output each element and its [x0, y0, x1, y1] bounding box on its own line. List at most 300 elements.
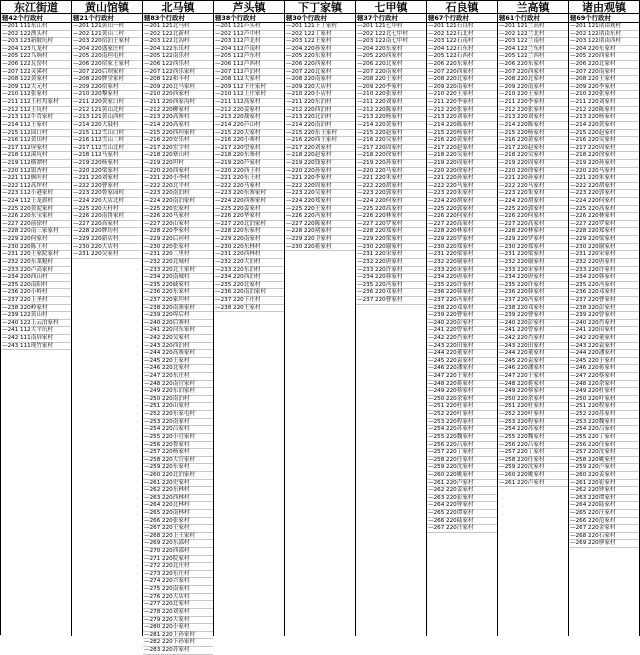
- village-row: —220 220徐家村: [498, 168, 568, 176]
- village-row: —247 220蔡家村: [569, 373, 639, 381]
- village-row: —245 220王家村: [143, 358, 213, 366]
- village-row: —221 220朱家村: [356, 175, 426, 183]
- village-row: —203 112芦北村: [214, 38, 284, 46]
- village-row: —210 220王家村: [498, 91, 568, 99]
- village-row: —245 220袁家村: [427, 358, 497, 366]
- village-row: —237 220下庄村: [214, 297, 284, 305]
- village-row: —212 121黄山北村: [72, 107, 142, 115]
- village-row: —227 220高家村: [427, 221, 497, 229]
- village-row: —217 112雪山北村: [72, 145, 142, 153]
- village-row: —208 220北家村: [427, 76, 497, 84]
- village-row: —209 220北马家村: [143, 84, 213, 92]
- village-row: —230 220郑家村: [498, 244, 568, 252]
- village-row: —229 220梁家村: [356, 236, 426, 244]
- village-row: —278 220刘家村: [143, 609, 213, 617]
- village-row: —206 220西家村: [285, 61, 355, 69]
- village-row: —225 220天村村: [72, 206, 142, 214]
- village-row: —226 220南鲁家村: [72, 213, 142, 221]
- village-row: —237 220冯家村: [498, 297, 568, 305]
- village-row: —273 220东庄村: [143, 571, 213, 579]
- town-name: 黄山馆镇: [72, 1, 142, 14]
- village-row: —223 220郭家村: [356, 190, 426, 198]
- village-row: —264 220陆家村: [569, 502, 639, 510]
- village-row: —215 112雪山口村: [72, 130, 142, 138]
- village-row: —219 220坦村: [143, 160, 213, 168]
- village-row: —248 220蒋家村: [427, 381, 497, 389]
- village-list: [285, 23, 355, 636]
- village-row: —258 220任家村: [427, 457, 497, 465]
- village-row: —225 220宏家村: [143, 206, 213, 214]
- village-row: —261 220史家村: [143, 480, 213, 488]
- village-row: —240 220彭家村: [427, 320, 497, 328]
- village-row: —221 220孙家村: [498, 175, 568, 183]
- village-row: —222 220周家村: [285, 183, 355, 191]
- village-row: —231 220西林村: [214, 251, 284, 259]
- village-row: —218 220吴家村: [498, 152, 568, 160]
- village-row: —207 220北家村: [285, 69, 355, 77]
- village-row: —235 220许家村: [427, 282, 497, 290]
- village-row: —217 220望家村: [214, 145, 284, 153]
- village-row: —214 220芦山村: [214, 122, 284, 130]
- village-row: —230 220蒋家村: [285, 244, 355, 252]
- village-row: —212 220西泊村: [285, 107, 355, 115]
- village-row: —227 220高家村: [498, 221, 568, 229]
- village-row: —204 220孙家村: [285, 46, 355, 54]
- town-name: 下丁家镇: [285, 1, 355, 14]
- village-row: —255 220魏家村: [498, 434, 568, 442]
- village-row: —247 220于家村: [427, 373, 497, 381]
- village-count: 辖37个行政村: [356, 14, 426, 23]
- village-row: —225 220郭家村: [427, 206, 497, 214]
- village-row: —233 220宋家村: [498, 267, 568, 275]
- village-row: —243 220田家村: [498, 343, 568, 351]
- village-row: —218 220徐家村: [569, 152, 639, 160]
- village-row: —202 122兰北村: [498, 31, 568, 39]
- village-row: —235 220北家村: [214, 282, 284, 290]
- village-count: 辖30个行政村: [285, 14, 355, 23]
- village-row: —228 220牌坊村: [72, 228, 142, 236]
- village-row: —233 220卢高家村: [1, 267, 71, 275]
- village-row: —249 220杜家村: [569, 388, 639, 396]
- village-row: —207 220西家村: [498, 69, 568, 77]
- village-row: —204 112芦南村: [214, 46, 284, 54]
- village-row: —228 220南三家家村: [1, 228, 71, 236]
- village-row: —254 220吕家村: [143, 426, 213, 434]
- village-row: —213 112牛背家村: [1, 114, 71, 122]
- village-row: —223 220郭家村: [569, 190, 639, 198]
- village-row: —212 220陈家村: [569, 107, 639, 115]
- village-row: —220 220马家村: [356, 168, 426, 176]
- village-row: —207 220西家村: [427, 69, 497, 77]
- village-row: —249 220蔡家村: [498, 388, 568, 396]
- village-row: —235 220戚家村: [143, 282, 213, 290]
- village-count: 辖67个行政村: [427, 14, 497, 23]
- village-row: —219 220周家村: [498, 160, 568, 168]
- village-row: —213 220刘家村: [498, 114, 568, 122]
- village-row: —233 220北王家村: [143, 267, 213, 275]
- town-name: 东江街道: [1, 1, 71, 14]
- village-row: —224 220胡家村: [498, 198, 568, 206]
- village-row: —210 220西家村: [143, 91, 213, 99]
- village-row: —224 220何家村: [356, 198, 426, 206]
- village-row: —254 220苏家村: [427, 426, 497, 434]
- village-row: —206 220东家村: [427, 61, 497, 69]
- village-row: —263 220谭家村: [569, 495, 639, 503]
- village-row: —211 220李家村: [427, 99, 497, 107]
- village-row: —246 220潘家村: [498, 365, 568, 373]
- village-row: —222 220曹家村: [72, 183, 142, 191]
- village-row: —214 220陈家村: [498, 122, 568, 130]
- town-column: [569, 1, 640, 636]
- village-row: —247 220于家村: [498, 373, 568, 381]
- village-row: —245 220于家村: [569, 358, 639, 366]
- town-column: [143, 1, 214, 653]
- village-row: —222 220马家村: [427, 183, 497, 191]
- village-row: —214 220大鼓村: [72, 122, 142, 130]
- village-row: —217 220赵家村: [498, 145, 568, 153]
- village-row: —227 220前徐村: [1, 221, 71, 229]
- village-row: —208 122和丰村: [143, 76, 213, 84]
- village-list: [143, 23, 213, 655]
- village-row: —240 220后寨村: [143, 320, 213, 328]
- village-row: —204 123九龙村: [1, 46, 71, 54]
- village-row: —222 112高坪村: [1, 183, 71, 191]
- village-row: —268 220石家村: [569, 533, 639, 541]
- village-row: —216 220吴家村: [569, 137, 639, 145]
- village-row: —264 220钟家村: [427, 502, 497, 510]
- village-row: —236 220邓家村: [356, 289, 426, 297]
- village-row: —248 220蒋家村: [498, 381, 568, 389]
- village-row: —263 220崔家村: [427, 495, 497, 503]
- village-row: —258 220任家村: [498, 457, 568, 465]
- village-row: —243 220西泊村: [143, 343, 213, 351]
- village-row: —250 220余家村: [498, 396, 568, 404]
- village-row: —201 121黄山一村: [72, 23, 142, 31]
- village-row: —221 220李家村: [285, 175, 355, 183]
- village-row: —226 220华家村: [214, 213, 284, 221]
- village-row: —221 220刘家村: [72, 175, 142, 183]
- village-row: —252 220叶家村: [498, 411, 568, 419]
- village-row: —225 220郭家村: [498, 206, 568, 214]
- village-row: —224 220郑家村: [285, 198, 355, 206]
- village-row: —211 220黄家口村: [72, 99, 142, 107]
- village-row: —225 220姜家村: [214, 206, 284, 214]
- village-row: —261 220卢家村: [498, 480, 568, 488]
- village-row: —230 220大店村: [72, 244, 142, 252]
- village-row: —206 112芦西村: [214, 61, 284, 69]
- village-row: —232 220唐家村: [356, 259, 426, 267]
- village-row: —231 220梁家村: [498, 251, 568, 259]
- village-row: —205 220东家村: [285, 53, 355, 61]
- village-row: —253 220程家村: [498, 419, 568, 427]
- village-row: —229 220卫家村: [285, 236, 355, 244]
- village-row: —218 220赵家村: [285, 152, 355, 160]
- village-row: —204 220盛家庄村: [72, 46, 142, 54]
- village-row: —223 220吴家村: [285, 190, 355, 198]
- village-row: —211 112王杜坞家村: [1, 99, 71, 107]
- village-row: —213 220战家村: [214, 114, 284, 122]
- village-row: —207 122灵溪村: [1, 69, 71, 77]
- village-row: —222 220马家村: [498, 183, 568, 191]
- village-row: —211 220刘家村: [569, 99, 639, 107]
- village-row: —219 220孙家村: [356, 160, 426, 168]
- village-row: —208 112大家村: [214, 76, 284, 84]
- village-row: —212 220张家村: [498, 107, 568, 115]
- village-row: —256 220鲁家村: [143, 442, 213, 450]
- village-row: —216 220黄家村: [427, 137, 497, 145]
- village-row: —208 220王家村: [356, 76, 426, 84]
- village-row: —265 220谭家村: [427, 510, 497, 518]
- village-row: —230 220张家村: [143, 244, 213, 252]
- village-row: —269 220东邵村: [143, 540, 213, 548]
- village-row: —201 121芦头村: [214, 23, 284, 31]
- village-row: —207 220南家村: [569, 69, 639, 77]
- village-row: —213 220杨家村: [569, 114, 639, 122]
- village-row: —222 220马家村: [214, 183, 284, 191]
- village-row: —218 220徐家村: [356, 152, 426, 160]
- village-row: —232 220谢家村: [427, 259, 497, 267]
- village-row: —249 220东泊家村: [143, 388, 213, 396]
- village-row: —274 220兴家村: [143, 578, 213, 586]
- village-row: —217 220周家村: [356, 145, 426, 153]
- village-row: —227 220高家村: [72, 221, 142, 229]
- village-row: —230 220陈王村: [1, 244, 71, 252]
- village-row: —259 220沈家村: [427, 464, 497, 472]
- village-row: —270 220西邵村: [143, 548, 213, 556]
- village-row: —207 220南家村: [356, 69, 426, 77]
- village-row: —233 220宋家村: [427, 267, 497, 275]
- village-row: —232 220唐家村: [569, 259, 639, 267]
- village-row: —225 220高家村: [569, 206, 639, 214]
- village-row: —216 112黄田村: [1, 137, 71, 145]
- village-row: —231 220二里村: [143, 251, 213, 259]
- village-row: —219 220钱家村: [285, 160, 355, 168]
- village-list: [214, 23, 284, 636]
- village-row: —201 121石良村: [427, 23, 497, 31]
- village-row: —234 220韩家村: [569, 274, 639, 282]
- village-row: —256 220任家村: [569, 442, 639, 450]
- village-row: —262 220钟家村: [569, 487, 639, 495]
- village-row: —223 220朱家村: [427, 190, 497, 198]
- village-row: —206 220北家村: [569, 61, 639, 69]
- village-row: —206 220宿家王家村: [72, 61, 142, 69]
- village-row: —223 112小港家村: [1, 190, 71, 198]
- village-row: —235 220南阳村: [1, 282, 71, 290]
- village-row: —261 220卢家村: [427, 480, 497, 488]
- village-row: —223 220东寨家村: [214, 190, 284, 198]
- village-row: —239 122黄山村: [1, 312, 71, 320]
- village-row: —242 220肖家村: [427, 335, 497, 343]
- village-row: —250 220南泊村: [143, 396, 213, 404]
- village-row: —203 123新陂坑村: [1, 38, 71, 46]
- village-row: —220 220西王村: [214, 168, 284, 176]
- village-row: —210 112上庄家村: [214, 91, 284, 99]
- village-row: —210 220小店村: [285, 91, 355, 99]
- village-list: [569, 23, 639, 636]
- village-row: —246 220潘家村: [427, 365, 497, 373]
- village-row: —202 122北新村: [143, 31, 213, 39]
- village-row: —209 220大店村: [285, 84, 355, 92]
- village-row: —217 112屏家村: [1, 145, 71, 153]
- village-row: —220 220徐家村: [427, 168, 497, 176]
- village-row: —205 122兰西村: [498, 53, 568, 61]
- village-row: —238 220邓家村: [498, 305, 568, 313]
- village-row: —213 220北泊村: [285, 114, 355, 122]
- village-row: —231 220梁家村: [427, 251, 497, 259]
- village-row: —236 220韩家村: [498, 289, 568, 297]
- village-row: —210 220王家村: [427, 91, 497, 99]
- village-row: —266 220范家村: [569, 518, 639, 526]
- village-row: —213 121黄山西村: [72, 114, 142, 122]
- village-row: —250 220余家村: [427, 396, 497, 404]
- village-row: —207 112芦泊村: [214, 69, 284, 77]
- town-name: 北马镇: [143, 1, 213, 14]
- village-row: —213 220刘家村: [427, 114, 497, 122]
- village-row: —277 220北家村: [143, 601, 213, 609]
- village-row: —269 220廖家村: [569, 540, 639, 548]
- village-row: —211 220刘家村: [356, 99, 426, 107]
- village-row: —236 220东家村: [143, 289, 213, 297]
- village-row: —202 122诸由东村: [569, 31, 639, 39]
- village-row: —229 220后河村: [143, 236, 213, 244]
- village-row: —214 220陈家村: [427, 122, 497, 130]
- village-row: —252 220苏家村: [569, 411, 639, 419]
- village-row: —267 220金家村: [569, 525, 639, 533]
- village-row: —240 122上云泊家村: [1, 320, 71, 328]
- village-row: —213 220高寨村: [143, 114, 213, 122]
- village-count: 辖69个行政村: [569, 14, 639, 23]
- village-row: —234 220西泊村: [214, 274, 284, 282]
- village-row: —246 220北家村: [143, 365, 213, 373]
- village-row: —239 220曹家村: [498, 312, 568, 320]
- village-row: —216 220安乐村: [143, 137, 213, 145]
- village-row: —216 220黄家村: [498, 137, 568, 145]
- village-row: —235 220许家村: [498, 282, 568, 290]
- village-row: —217 220刘家村: [285, 145, 355, 153]
- village-row: —232 220谢家村: [498, 259, 568, 267]
- village-row: —212 220姜家村: [214, 107, 284, 115]
- village-row: —211 220李家村: [498, 99, 568, 107]
- town-name: 七甲镇: [356, 1, 426, 14]
- town-name: 兰高镇: [498, 1, 568, 14]
- village-row: —212 220陈家村: [356, 107, 426, 115]
- village-row: —204 122石东村: [427, 46, 497, 54]
- village-row: —229 220罗家村: [498, 236, 568, 244]
- village-row: —218 220吴家村: [427, 152, 497, 160]
- village-row: —259 220沈家村: [498, 464, 568, 472]
- village-row: —214 220黄家村: [569, 122, 639, 130]
- village-row: —261 220崔家村: [569, 480, 639, 488]
- village-row: —208 220王家村: [569, 76, 639, 84]
- village-row: —211 220西家沟村: [143, 99, 213, 107]
- village-row: —227 220罗家村: [356, 221, 426, 229]
- village-row: —252 220叶家村: [427, 411, 497, 419]
- village-row: —205 122石西村: [427, 53, 497, 61]
- village-row: —260 220北泊家村: [143, 472, 213, 480]
- village-row: —265 220南林村: [143, 510, 213, 518]
- village-row: —224 220胡家村: [427, 198, 497, 206]
- village-row: —238 220岭家村: [1, 305, 71, 313]
- village-row: —220 220西家村: [143, 168, 213, 176]
- village-row: —225 220黄泥家村: [1, 206, 71, 214]
- village-row: —205 112芦东村: [214, 53, 284, 61]
- village-row: —232 220北城村: [143, 259, 213, 267]
- village-row: —237 220曹家村: [569, 297, 639, 305]
- village-row: —229 220罗家村: [427, 236, 497, 244]
- village-row: —271 220院家村: [143, 556, 213, 564]
- village-row: —268 220上王家村: [143, 533, 213, 541]
- village-row: —201 121下丁家村: [285, 23, 355, 31]
- village-row: —233 220东泊村: [214, 267, 284, 275]
- village-row: —237 220家坦村: [143, 297, 213, 305]
- village-row: —224 112上龙旗村: [1, 198, 71, 206]
- village-row: —248 220南官家村: [143, 381, 213, 389]
- village-row: —243 220袁家村: [569, 343, 639, 351]
- village-row: —241 112大平坑村: [1, 327, 71, 335]
- village-row: —213 220杨家村: [356, 114, 426, 122]
- village-row: —242 220肖家村: [498, 335, 568, 343]
- village-row: —251 220杜家村: [427, 403, 497, 411]
- village-row: —201 121北马村: [143, 23, 213, 31]
- village-row: —241 220田家村: [569, 327, 639, 335]
- village-row: —203 122石南村: [427, 38, 497, 46]
- village-row: —229 220梁家村: [569, 236, 639, 244]
- village-row: —205 122乌垧村: [1, 53, 71, 61]
- village-row: —202 122渔头村: [1, 31, 71, 39]
- village-row: —219 220芦家村: [214, 160, 284, 168]
- village-row: —231 220吴家村: [72, 251, 142, 259]
- village-row: —267 220王家村: [143, 525, 213, 533]
- village-row: —257 220沈家村: [569, 449, 639, 457]
- village-row: —214 220黄家村: [356, 122, 426, 130]
- village-row: —203 122兰南村: [498, 38, 568, 46]
- village-row: —210 220张家村: [356, 91, 426, 99]
- village-row: —267 220汪家村: [427, 525, 497, 533]
- village-row: —203 122北沟村: [143, 38, 213, 46]
- village-row: —246 220蒋家村: [569, 365, 639, 373]
- village-row: —227 220陈家村: [285, 221, 355, 229]
- village-row: —209 220南家村: [498, 84, 568, 92]
- town-column: [1, 1, 72, 636]
- village-count: 辖38个行政村: [214, 14, 284, 23]
- village-row: —244 220高寨家村: [143, 350, 213, 358]
- village-row: —242 111南屏家村: [1, 335, 71, 343]
- village-row: —226 220林家村: [569, 213, 639, 221]
- village-row: —279 220大家村: [143, 617, 213, 625]
- village-row: —201 121七甲村: [356, 23, 426, 31]
- village-row: —208 220北家村: [498, 76, 568, 84]
- village-row: —260 220姚家村: [427, 472, 497, 480]
- village-row: —221 220东王村: [214, 175, 284, 183]
- village-row: —230 220东林村: [214, 244, 284, 252]
- village-row: —280 220小家村: [143, 624, 213, 632]
- village-row: —226 220马家村: [143, 213, 213, 221]
- village-row: —204 122兰东村: [498, 46, 568, 54]
- village-row: —224 220大店北村: [72, 198, 142, 206]
- village-row: —206 220东家村: [498, 61, 568, 69]
- village-row: —253 220魏家村: [569, 419, 639, 427]
- village-row: —217 220宏宇村: [143, 145, 213, 153]
- village-row: —243 220田家村: [427, 343, 497, 351]
- village-row: —222 220胡家村: [569, 183, 639, 191]
- village-row: —223 220朱家村: [498, 190, 568, 198]
- village-row: —227 220罗家村: [569, 221, 639, 229]
- village-row: —229 220新店村: [72, 236, 142, 244]
- village-list: [498, 23, 568, 636]
- village-row: —215 112园口村: [1, 130, 71, 138]
- village-row: —221 220孙家村: [427, 175, 497, 183]
- village-row: —203 122诸由西村: [569, 38, 639, 46]
